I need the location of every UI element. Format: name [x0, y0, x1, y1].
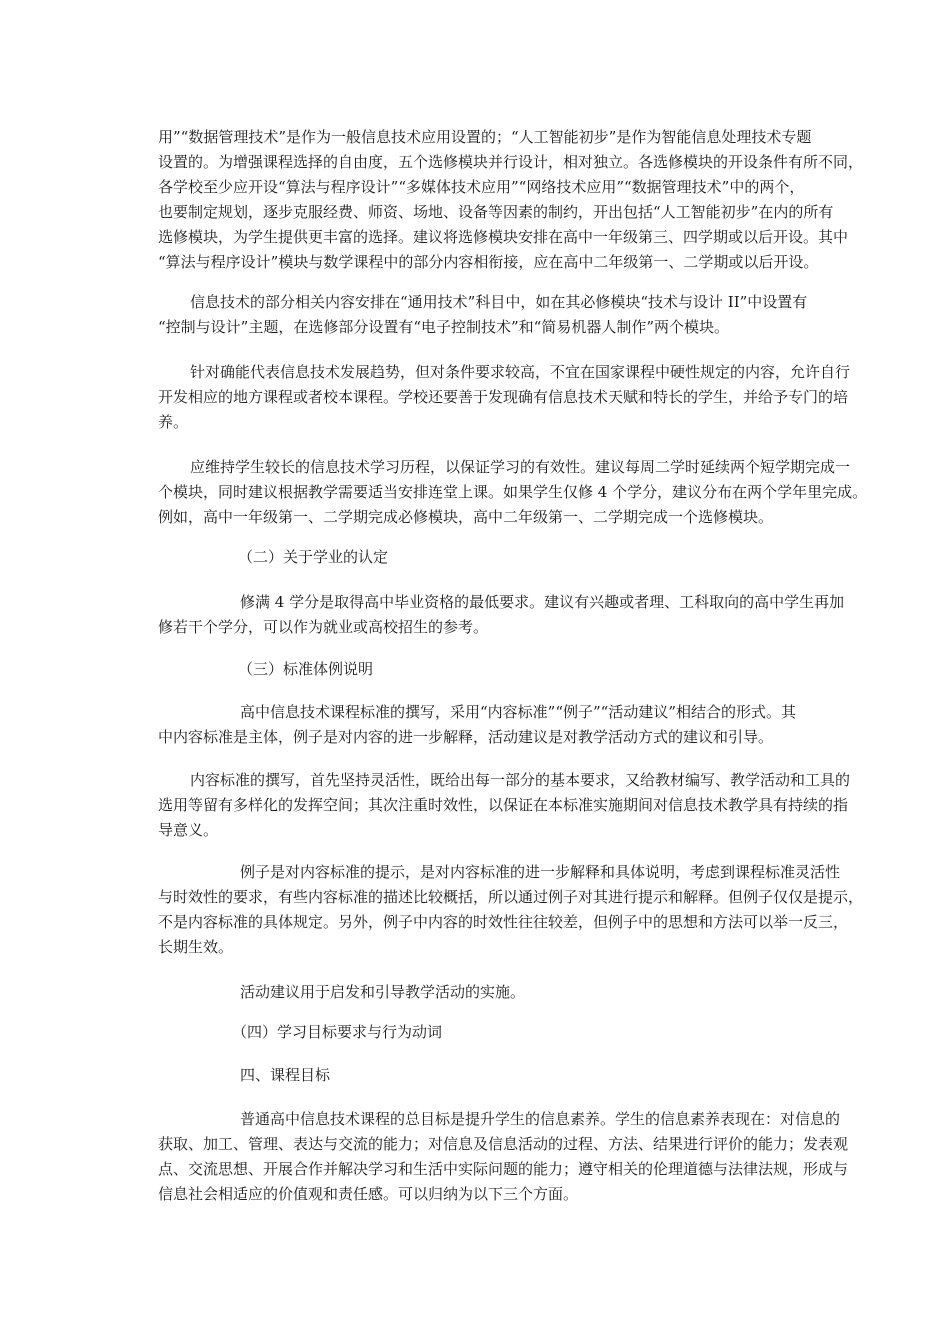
text-line: 各学校至少应开设“算法与程序设计”“多媒体技术应用”“网络技术应用”“数据管理技术”中的两个， — [158, 178, 805, 196]
paragraph-elective-modules — [158, 125, 864, 275]
paragraph-standard-format — [158, 700, 797, 750]
text-line: 长期生效。 — [158, 938, 234, 956]
text-line: 修满 4 学分是取得高中毕业资格的最低要求。建议有兴趣或者理、工科取向的高中学生再加 — [240, 593, 845, 611]
text-line: 修若干个学分，可以作为就业或高校招生的参考。 — [158, 618, 489, 636]
paragraph-information-literacy — [158, 1107, 849, 1207]
text-line: 也要制定规划，逐步克服经费、师资、场地、设备等因素的制约，开出包括“人工智能初步”在内的所有 — [158, 203, 834, 221]
text-line: 针对确能代表信息技术发展趋势，但对条件要求较高，不宜在国家课程中硬性规定的内容，允许自行 — [190, 363, 851, 381]
text-line: 与时效性的要求，有些内容标准的描述比较概括，所以通过例子对其进行提示和解释。但例子仅仅是提示， — [158, 888, 864, 906]
text-line: 选用等留有多样化的发挥空间；其次注重时效性，以保证在本标准实施期间对信息技术教学具有持续的指 — [158, 796, 849, 814]
text-line: 用”“数据管理技术”是作为一般信息技术应用设置的；“人工智能初步”是作为智能信息处理技术专题 — [158, 128, 812, 146]
section-heading-course-goals: 四、课程目标 — [240, 1066, 331, 1084]
paragraph-general-technology — [158, 290, 808, 340]
paragraph-examples — [158, 860, 864, 960]
section-heading-learning-objectives: （四）学习目标要求与行为动词 — [232, 1023, 443, 1041]
text-line: “控制与设计”主题，在选修部分设置有“电子控制技术”和“简易机器人制作”两个模块。 — [158, 318, 730, 336]
text-line: 养。 — [158, 413, 189, 431]
text-line: 高中信息技术课程标准的撰写，采用“内容标准”“例子”“活动建议”相结合的形式。其 — [240, 703, 797, 721]
text-line: 获取、加工、管理、表达与交流的能力；对信息及信息活动的过程、方法、结果进行评价的能力；发表观 — [158, 1135, 849, 1153]
text-line: 例如，高中一年级第一、二学期完成必修模块，高中二年级第一、二学期完成一个选修模块。 — [158, 508, 774, 526]
paragraph-study-process — [158, 455, 868, 530]
text-line: “算法与程序设计”模块与数学课程中的部分内容相衔接，应在高中二年级第一、二学期或以后开设。 — [158, 253, 819, 271]
paragraph-credits — [158, 590, 845, 640]
section-heading-standard-format: （三）标准体例说明 — [238, 660, 374, 678]
text-line: 设置的。为增强课程选择的自由度，五个选修模块并行设计，相对独立。各选修模块的开设条件有所不同， — [158, 153, 864, 171]
text-line: 信息社会相适应的价值观和责任感。可以归纳为以下三个方面。 — [158, 1185, 579, 1203]
paragraph-content-standard — [158, 768, 851, 843]
text-line: 个模块，同时建议根据教学需要适当安排连堂上课。如果学生仅修 4 个学分，建议分布在两个学年里完成。 — [158, 483, 868, 501]
text-line: 普通高中信息技术课程的总目标是提升学生的信息素养。学生的信息素养表现在：对信息的 — [240, 1110, 841, 1128]
text-line: 中内容标准是主体，例子是对内容的进一步解释，活动建议是对教学活动方式的建议和引导。 — [158, 728, 774, 746]
text-line: 开发相应的地方课程或者校本课程。学校还要善于发现确有信息技术天赋和特长的学生，并给予专门的培 — [158, 388, 849, 406]
text-line: 点、交流思想、开展合作并解决学习和生活中实际问题的能力；遵守相关的伦理道德与法律法规，形成与 — [158, 1160, 849, 1178]
text-line: 不是内容标准的具体规定。另外，例子中内容的时效性往往较差，但例子中的思想和方法可以举一反三， — [158, 913, 849, 931]
text-line: 内容标准的撰写，首先坚持灵活性，既给出每一部分的基本要求，又给教材编写、教学活动和工具的 — [190, 771, 851, 789]
text-line: 导意义。 — [158, 821, 219, 839]
text-line: 选修模块，为学生提供更丰富的选择。建议将选修模块安排在高中一年级第三、四学期或以后开设。其中 — [158, 228, 849, 246]
text-line: 信息技术的部分相关内容安排在“通用技术”科目中，如在其必修模块“技术与设计 II”中设置有 — [190, 293, 808, 311]
paragraph-activity-suggestions: 活动建议用于启发和引导教学活动的实施。 — [240, 983, 526, 1001]
section-heading-academic-credit: （二）关于学业的认定 — [238, 548, 389, 566]
text-line: 例子是对内容标准的提示，是对内容标准的进一步解释和具体说明，考虑到课程标准灵活性 — [240, 863, 841, 881]
paragraph-local-curriculum — [158, 360, 851, 435]
text-line: 应维持学生较长的信息技术学习历程，以保证学习的有效性。建议每周二学时延续两个短学期完成一 — [190, 458, 851, 476]
